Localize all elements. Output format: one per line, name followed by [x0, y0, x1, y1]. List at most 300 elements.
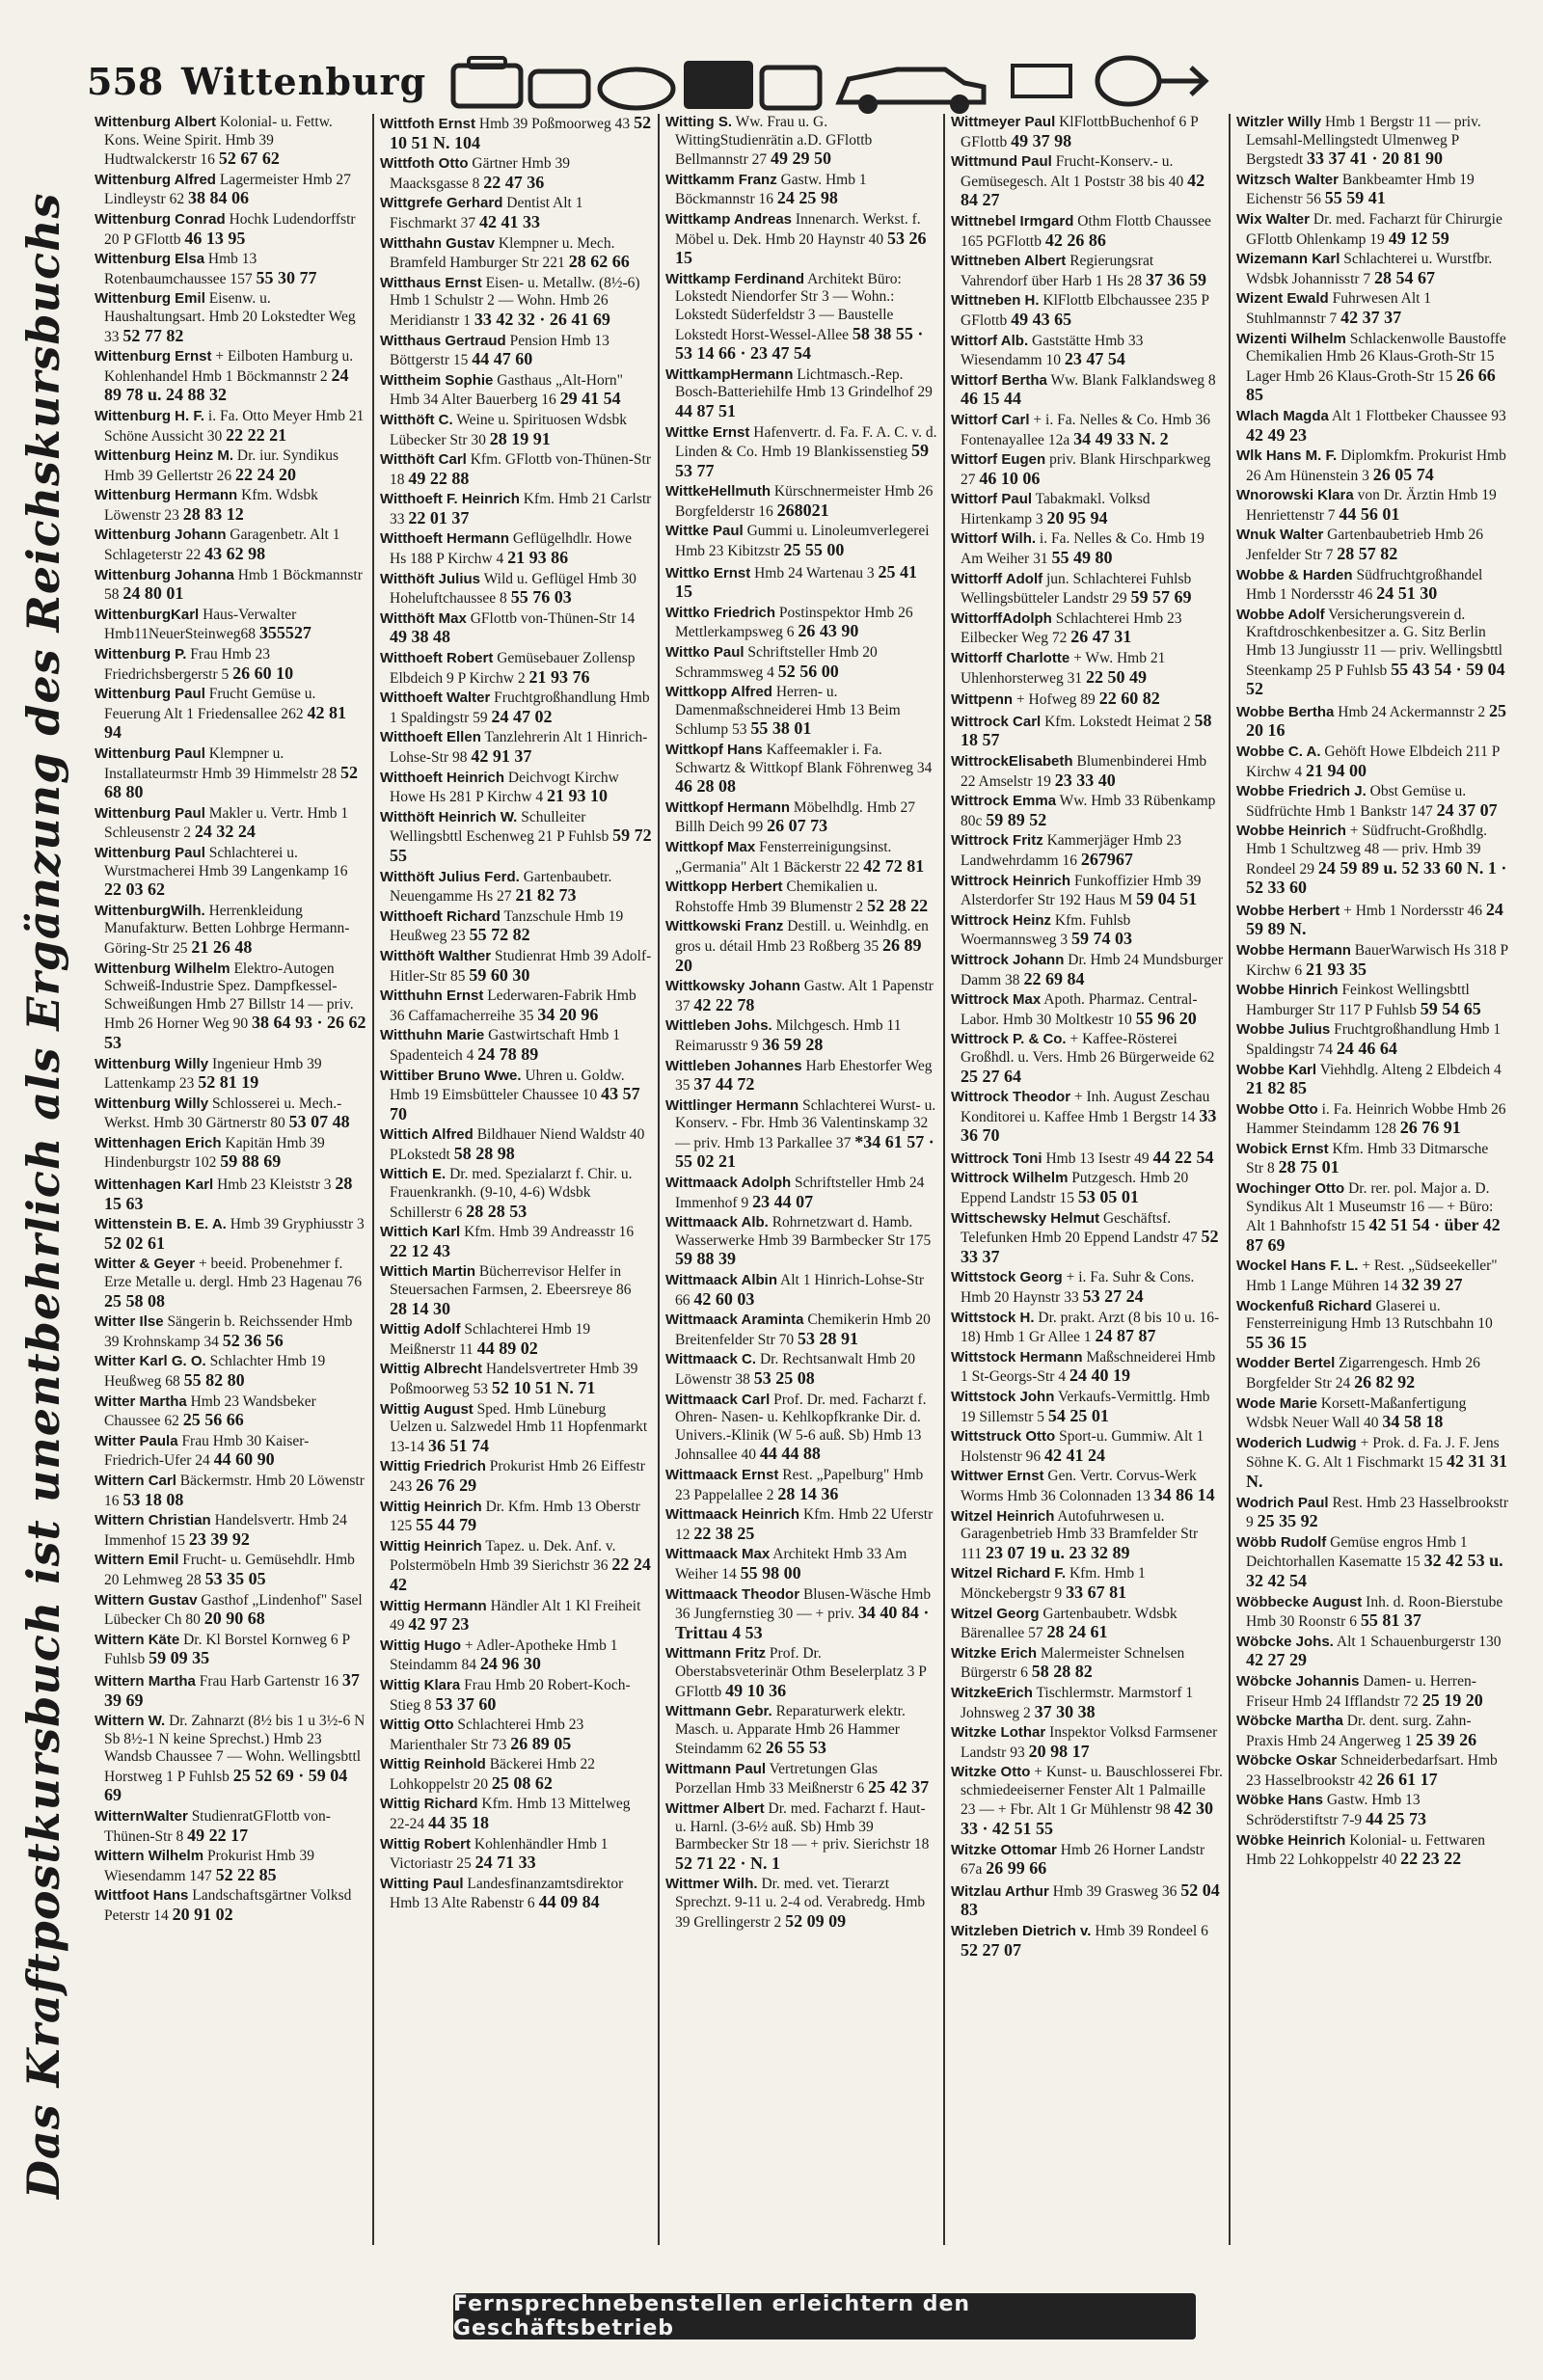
entry-details: Dr. Hmb 24 Mundsburger Damm 38 — [961, 951, 1223, 988]
entry-phone: 26 66 85 — [1246, 365, 1496, 405]
entry-details: Ww. Blank Falklandsweg 8 — [1050, 371, 1216, 389]
entry-phone: 49 22 17 — [187, 1825, 249, 1845]
entry-details: Architekt Hmb 33 Am Weiher 14 — [675, 1546, 907, 1582]
entry-details: Postinspektor Hmb 26 Mettlerkampsweg 6 — [675, 604, 913, 641]
entry-details: Versicherungsverein d. Kraftdroschkenbesitzer a. G. Sitz Berlin Hmb 13 Jungiusstr 11 — priv. Wellingsbttl Steenkamp 25 P Fuhlsb — [1246, 606, 1502, 679]
entry-details: Landschaftsgärtner Volksd Peterstr 14 — [104, 1887, 352, 1925]
directory-entry — [665, 799, 937, 837]
entry-phone: 46 13 95 — [184, 228, 246, 248]
entry-details: Handelsvertreter Hmb 39 Poßmoorweg 53 — [390, 1361, 638, 1397]
directory-entry — [95, 211, 366, 249]
directory-entry — [380, 690, 652, 727]
directory-entry — [665, 684, 937, 740]
entry-phone: 59 57 69 — [1130, 587, 1192, 608]
directory-entry — [1236, 901, 1508, 940]
entry-phone: 267967 — [1080, 849, 1133, 869]
entry-name: Wöbcke Johs. — [1236, 1633, 1334, 1650]
directory-entry — [380, 650, 652, 688]
entry-details: Maßschneiderei Hmb 1 St-Georgs-Str 4 — [961, 1348, 1216, 1386]
directory-entry — [1236, 1298, 1508, 1354]
entry-details: Eisen- u. Metallw. (8½-6) Hmb 1 Schulstr 2 — Wohn. Hmb 26 Meridianstr 1 — [390, 274, 640, 329]
directory-entry — [380, 1224, 652, 1261]
directory-entry — [665, 918, 937, 976]
entry-phone: 52 68 80 — [104, 762, 358, 802]
directory-entry — [380, 1401, 652, 1457]
entry-name: Wittenburg P. — [95, 646, 187, 663]
directory-entry — [1236, 251, 1508, 288]
entry-phone: 42 81 94 — [104, 702, 346, 743]
entry-name: Wittrock Theodor — [951, 1089, 1071, 1106]
entry-phone: 22 24 42 — [390, 1555, 651, 1594]
entry-name: Wittstock H. — [951, 1309, 1035, 1326]
entry-details: Frau Harb Gartenstr 16 — [199, 1672, 338, 1690]
entry-details: Innenarch. Werkst. f. Möbel u. Dek. Hmb 20 Haynstr 40 — [675, 210, 921, 248]
entry-phone: 52 71 22 · N. 1 — [675, 1853, 781, 1873]
entry-name: Wittich Martin — [380, 1263, 476, 1281]
directory-entry — [380, 809, 652, 867]
entry-details: Rohrnetzwart d. Hamb. Wasserwerke Hmb 39 Barmbecker Str 175 — [675, 1214, 932, 1249]
entry-name: Wode Marie — [1236, 1394, 1317, 1412]
entry-name: Wöbb Rudolf — [1236, 1533, 1327, 1551]
page-title: Wittenburg — [181, 60, 427, 103]
entry-name: Witzleben Dietrich v. — [951, 1923, 1092, 1940]
entry-name: Wittstock Hermann — [951, 1348, 1083, 1366]
entry-phone: 28 24 61 — [1046, 1622, 1108, 1642]
entry-name: Wittmaack Albin — [665, 1272, 777, 1289]
entry-details: Korsett-Maßanfertigung Wdsbk Neuer Wall 40 — [1246, 1394, 1467, 1432]
entry-details: + Ww. Hmb 21 Uhlenhorsterweg 31 — [961, 650, 1166, 687]
entry-details: Gasthaus „Alt-Horn" Hmb 34 Alter Bauerberg 16 — [390, 371, 623, 409]
directory-entry — [95, 1095, 366, 1133]
entry-phone: 52 10 51 N. 104 — [390, 114, 652, 152]
entry-phone: 24 37 07 — [1436, 799, 1498, 820]
entry-details: Prof. Dr. med. Facharzt f. Ohren- Nasen- u. Kehlkopfkranke Dir. d. Univers.-Klinik (W 5-6 auß. Sb) Hmb 13 Johnsallee 40 — [675, 1391, 927, 1464]
entry-details: Dr. prakt. Arzt (8 bis 10 u. 16-18) Hmb 1 Gr Allee 1 — [961, 1309, 1220, 1346]
entry-details: Lichtmasch.-Rep. Bosch-Batteriehilfe Hmb 13 Grindelhof 29 — [675, 365, 933, 401]
entry-details: Kohlenhändler Hmb 1 Victoriastr 25 — [390, 1835, 609, 1873]
entry-details: Apoth. Pharmaz. Central-Labor. Hmb 30 Moltkestr 10 — [961, 991, 1198, 1028]
entry-name: Wittig Friedrich — [380, 1458, 486, 1475]
entry-phone: 25 55 00 — [783, 540, 845, 560]
entry-name: Witthöft Heinrich W. — [380, 808, 518, 825]
directory-entry — [380, 1598, 652, 1636]
entry-details: Frucht-Konserv.- u. Gemüsegesch. Alt 1 Poststr 38 bis 40 — [961, 153, 1184, 190]
entry-name: Wittich E. — [380, 1166, 447, 1183]
entry-name: Witthoeft Ellen — [380, 729, 481, 746]
entry-details: Lagermeister Hmb 27 Lindleystr 62 — [104, 171, 351, 208]
entry-details: Weine u. Spirituosen Wdsbk Lübecker Str 30 — [390, 411, 627, 448]
directory-entry — [951, 1764, 1223, 1839]
entry-name: Wittnebel Irmgard — [951, 212, 1074, 230]
directory-entry — [380, 1876, 652, 1913]
entry-name: Wobbe Hinrich — [1236, 982, 1339, 999]
entry-phone: 28 54 67 — [1374, 267, 1436, 287]
entry-details: Gemüse engros Hmb 1 Deichtorhallen Kasematte 15 — [1246, 1533, 1468, 1571]
directory-entry — [380, 1677, 652, 1715]
directory-entry — [951, 253, 1223, 290]
entry-details: Kfm. Wdsbk Löwenstr 23 — [104, 487, 318, 524]
entry-phone: 49 10 36 — [725, 1680, 787, 1700]
entry-name: Wittke Paul — [665, 523, 744, 540]
entry-name: Wittke Ernst — [665, 423, 750, 441]
entry-name: Witthöft Walther — [380, 947, 492, 964]
entry-name: Wittkopf Hans — [665, 742, 763, 758]
entry-phone: 42 31 31 N. — [1246, 1451, 1507, 1491]
entry-details: Hmb 1 Bergstr 11 — priv. Lemsahl-Mellingstedt Ulmenweg P Bergstedt — [1246, 114, 1481, 169]
directory-entry — [95, 1632, 366, 1669]
entry-phone: 42 37 37 — [1340, 307, 1402, 327]
entry-name: Wodrich Paul — [1236, 1494, 1329, 1511]
directory-entry — [665, 978, 937, 1015]
entry-name: Wittig Hugo — [380, 1636, 462, 1654]
directory-entry — [380, 491, 652, 528]
entry-phone: 44 87 51 — [675, 400, 736, 420]
entry-phone: 37 39 69 — [104, 1669, 360, 1710]
entry-details: i. Fa. Heinrich Wobbe Hmb 26 Hammer Steindamm 128 — [1246, 1100, 1506, 1138]
entry-details: + Kunst- u. Bauschlosserei Fbr. schmiedeeiserner Fenster Alt 1 Palmaille 23 — + Fbr. Alt 1 Gr Mühlenstr 98 — [961, 1764, 1223, 1819]
entry-name: Wittorf Alb. — [951, 332, 1029, 349]
entry-details: Blumenbinderei Hmb 22 Amselstr 19 — [961, 753, 1207, 790]
directory-entry — [951, 1508, 1223, 1564]
entry-details: Gartenbaubetrieb Hmb 26 Jenfelder Str 7 — [1246, 527, 1483, 564]
entry-name: WittkampHermann — [665, 365, 794, 383]
entry-name: Wittfoot Hans — [95, 1887, 189, 1905]
entry-name: Wittig Robert — [380, 1835, 472, 1853]
directory-entry — [665, 1506, 937, 1544]
entry-name: Wittpenn — [951, 691, 1014, 709]
entry-name: Wittich Alfred — [380, 1126, 474, 1144]
page-number: 558 — [87, 60, 164, 103]
directory-entry — [1236, 1594, 1508, 1632]
entry-name: Wobick Ernst — [1236, 1140, 1329, 1157]
directory-entry — [665, 366, 937, 422]
directory-entry — [95, 251, 366, 288]
entry-details: Südfruchtgroßhandel Hmb 1 Nordersstr 46 — [1246, 566, 1483, 604]
entry-phone: 26 43 90 — [798, 621, 859, 641]
directory-entry — [1236, 172, 1508, 209]
entry-phone: 21 93 10 — [547, 786, 609, 806]
entry-phone: 32 39 27 — [1401, 1275, 1463, 1295]
directory-entry — [95, 686, 366, 744]
entry-name: Wittrock Emma — [951, 793, 1057, 810]
page-header — [87, 48, 1504, 118]
entry-phone: 59 09 35 — [149, 1648, 210, 1668]
entry-phone: 55 96 20 — [1135, 1008, 1197, 1028]
entry-name: Witthöft Julius Ferd. — [380, 868, 520, 885]
entry-phone: 34 58 18 — [1382, 1412, 1444, 1432]
directory-entry — [665, 114, 937, 170]
directory-entry — [1236, 702, 1508, 742]
entry-phone: 26 76 91 — [1399, 1118, 1461, 1138]
entry-name: Wittrock Wilhelm — [951, 1170, 1069, 1187]
entry-details: Gastw. Alt 1 Papenstr 37 — [675, 978, 934, 1014]
entry-phone: 55 82 80 — [183, 1370, 245, 1390]
entry-name: Witthoeft Hermann — [380, 530, 510, 548]
entry-name: Wittern Carl — [95, 1472, 176, 1489]
entry-details: Hafenvertr. d. Fa. F. A. C. v. d. Linden & Co. Hmb 19 Blankissenstieg — [675, 423, 937, 461]
entry-details: + Hofweg 89 — [1015, 691, 1096, 709]
entry-details: Alt 1 Hinrich-Lohse-Str 66 — [675, 1272, 924, 1309]
entry-details: Kürschnermeister Hmb 26 Borgfelderstr 16 — [675, 483, 934, 520]
entry-phone: 59 88 39 — [675, 1249, 736, 1269]
entry-phone: 44 47 60 — [472, 349, 533, 369]
entry-phone: 52 04 83 — [961, 1880, 1220, 1920]
entry-details: Sped. Hmb Lüneburg Uelzen u. Salzwedel Hmb 11 Hopfenmarkt 13-14 — [390, 1400, 648, 1455]
directory-entry — [665, 1586, 937, 1644]
entry-name: Wittmaack Ernst — [665, 1466, 779, 1483]
entry-phone: 21 93 76 — [528, 666, 590, 687]
entry-name: Wittmaack Adolph — [665, 1175, 792, 1192]
entry-name: Wittkamm Franz — [665, 171, 777, 188]
directory-column-5 — [1229, 114, 1514, 2245]
entry-name: Wittmaack Theodor — [665, 1585, 800, 1603]
entry-details: Viehhdlg. Alteng 2 Elbdeich 4 — [1319, 1061, 1502, 1078]
entry-phone: 42 41 33 — [479, 211, 540, 231]
entry-phone: 22 47 36 — [483, 172, 545, 192]
entry-phone: 25 19 20 — [1421, 1690, 1483, 1710]
directory-entry — [380, 770, 652, 807]
entry-name: Wittmann Fritz — [665, 1645, 767, 1663]
entry-name: Wittneben Albert — [951, 253, 1067, 270]
entry-name: Wöbke Heinrich — [1236, 1831, 1346, 1849]
directory-entry — [380, 1458, 652, 1496]
directory-entry — [665, 605, 937, 642]
directory-entry — [380, 155, 652, 193]
entry-name: Witthaus Ernst — [380, 274, 482, 291]
entry-details: Schlackenwolle Baustoffe Chemikalien Hmb 26 Klaus-Groth-Str 15 Lager Hmb 26 Klaus-Groth-Str 15 — [1246, 330, 1506, 385]
entry-phone: 53 27 24 — [1082, 1286, 1144, 1307]
directory-entry — [665, 1272, 937, 1310]
entry-details: Milchgesch. Hmb 11 Reimarusstr 9 — [675, 1017, 902, 1054]
entry-name: Wizenti Wilhelm — [1236, 330, 1346, 347]
entry-details: Dr. med. vet. Tierarzt Sprechzt. 9-11 u. 2-4 od. Verabredg. Hmb 39 Grellingerstr 2 — [675, 1876, 926, 1931]
entry-details: Glaserei u. Fensterreinigung Hmb 13 Rutschbahn 10 — [1246, 1297, 1493, 1333]
directory-entry — [380, 372, 652, 410]
entry-phone: 25 27 64 — [961, 1066, 1021, 1086]
entry-phone: 42 27 29 — [1246, 1650, 1307, 1670]
entry-details: Fruchtgroßhandlung Hmb 1 Spaldingstr 59 — [390, 690, 650, 726]
entry-details: Schlachterei Wurst- u. Konserv. - Fbr. Hmb 36 Valentinskamp 32 — priv. Hmb 13 Parkallee 37 — [675, 1096, 936, 1151]
entry-phone: 20 98 17 — [1028, 1741, 1090, 1761]
directory-entry — [951, 1170, 1223, 1207]
entry-details: Frau Hmb 23 Friedrichsbergerstr 5 — [104, 646, 270, 683]
entry-phone: 53 05 01 — [1077, 1187, 1139, 1207]
entry-details: Kammerjäger Hmb 23 Landwehrdamm 16 — [961, 832, 1182, 869]
entry-phone: 42 30 33 · 42 51 55 — [961, 1799, 1213, 1839]
directory-entry — [665, 1467, 937, 1504]
entry-name: Wittrock Max — [951, 991, 1042, 1009]
directory-entry — [951, 153, 1223, 211]
entry-details: Chemikerin Hmb 20 Breitenfelder Str 70 — [675, 1312, 931, 1348]
entry-details: Hmb 39 Rondeel 6 — [1095, 1923, 1208, 1940]
entry-name: Witter Ilse — [95, 1313, 164, 1331]
entry-name: Witthoeft Robert — [380, 650, 494, 667]
directory-entry — [380, 908, 652, 946]
entry-details: Architekt Büro: Lokstedt Niendorfer Str 3 — Wohn.: Lokstedt Süderfeldstr 3 — Baustelle Lokstedt Horst-Wessel-Allee — [675, 270, 902, 343]
entry-name: Wittstruck Otto — [951, 1428, 1056, 1446]
entry-details: Hochk Ludendorffstr 20 P GFlottb — [104, 210, 356, 248]
directory-entry — [951, 372, 1223, 410]
entry-phone: 55 76 03 — [510, 587, 572, 608]
entry-name: Wobbe Karl — [1236, 1061, 1317, 1078]
entry-details: Dr. dent. surg. Zahn-Praxis Hmb 24 Angerweg 1 — [1246, 1713, 1472, 1749]
directory-entry — [380, 1499, 652, 1536]
directory-entry — [95, 1713, 366, 1806]
entry-phone: 42 41 24 — [1043, 1445, 1105, 1465]
entry-phone: 53 18 08 — [122, 1489, 184, 1509]
directory-entry — [1236, 783, 1508, 821]
entry-phone: 28 28 53 — [466, 1201, 528, 1221]
directory-entry — [951, 1565, 1223, 1603]
directory-entry — [1236, 408, 1508, 446]
entry-details: Hmb 23 Kleiststr 3 — [217, 1176, 332, 1194]
directory-entry — [665, 644, 937, 682]
entry-details: Kolonial- u. Fettwaren Hmb 22 Lohkoppelstr 40 — [1246, 1831, 1485, 1869]
entry-name: Wittenhagen Karl — [95, 1176, 214, 1194]
entry-details: Dr. Rechtsanwalt Hmb 20 Löwenstr 38 — [675, 1351, 915, 1388]
entry-phone: 53 25 08 — [753, 1368, 815, 1388]
entry-name: Wittrock Heinz — [951, 911, 1052, 929]
entry-name: Wittkopp Herbert — [665, 879, 783, 896]
entry-phone: 42 60 03 — [693, 1288, 755, 1309]
directory-entry — [951, 610, 1223, 648]
entry-phone: 42 72 81 — [863, 855, 925, 876]
entry-name: WittenburgWilh. — [95, 902, 205, 919]
entry-phone: 24 80 01 — [122, 583, 184, 604]
directory-entry — [951, 753, 1223, 791]
directory-entry — [380, 1361, 652, 1398]
entry-details: Schlachterei Hmb 23 Eilbecker Weg 72 — [961, 609, 1182, 647]
entry-name: Wittern Käte — [95, 1631, 180, 1648]
entry-name: Wittorff Adolf — [951, 570, 1043, 587]
entry-name: Wittenburg Johanna — [95, 566, 234, 583]
directory-entry — [380, 451, 652, 489]
entry-phone: 34 40 84 · Trittau 4 53 — [675, 1603, 930, 1642]
entry-phone: 52 27 07 — [961, 1939, 1021, 1960]
entry-name: Wittkopf Hermann — [665, 798, 791, 816]
entry-phone: 26 05 74 — [1372, 464, 1434, 484]
directory-entry — [380, 1717, 652, 1754]
entry-details: Gasthof „Lindenhof" Sasel Lübecker Ch 80 — [104, 1591, 363, 1629]
entry-phone: 42 51 54 · über 42 87 69 — [1246, 1215, 1501, 1255]
entry-details: + Rest. „Südseekeller" Hmb 1 Lange Mühren 14 — [1246, 1258, 1498, 1295]
entry-name: Wobbe Friedrich J. — [1236, 783, 1367, 800]
entry-name: Wlk Hans M. F. — [1236, 447, 1338, 465]
entry-name: Wittenburg Paul — [95, 844, 205, 861]
directory-entry — [95, 1313, 366, 1351]
entry-phone: 26 89 20 — [675, 934, 922, 975]
directory-entry — [951, 1606, 1223, 1643]
entry-details: jun. Schlachterei Fuhlsb Wellingsbütteler Landstr 29 — [961, 570, 1192, 608]
entry-phone: 25 35 92 — [1257, 1511, 1318, 1531]
entry-phone: 25 39 26 — [1416, 1729, 1477, 1749]
entry-phone: 25 20 16 — [1246, 700, 1506, 741]
entry-details: Gartenbaubetr. Wdsbk Bärenallee 57 — [961, 1605, 1178, 1642]
entry-name: Wittenstein B. E. A. — [95, 1216, 227, 1233]
directory-entry — [951, 1724, 1223, 1762]
entry-phone: 52 22 85 — [215, 1864, 277, 1884]
entry-phone: 58 28 98 — [453, 1143, 515, 1163]
entry-name: Wittenburg Willy — [95, 1095, 209, 1112]
entry-phone: 26 47 31 — [1070, 627, 1132, 647]
entry-phone: 44 09 84 — [538, 1892, 600, 1912]
entry-phone: *34 61 57 · 55 02 21 — [675, 1131, 934, 1172]
entry-details: Schlosserei u. Mech.-Werkst. Hmb 30 Gärtnerstr 80 — [104, 1095, 342, 1132]
entry-name: Wittko Ernst — [665, 564, 751, 581]
entry-name: WittrockElisabeth — [951, 753, 1073, 770]
entry-details: priv. Blank Hirschparkweg 27 — [961, 451, 1211, 488]
directory-entry — [1236, 1534, 1508, 1592]
entry-phone: 25 58 08 — [104, 1290, 165, 1311]
entry-name: Wittorf Paul — [951, 491, 1033, 508]
entry-details: Tabakmakl. Volksd Hirtenkamp 3 — [961, 491, 1150, 527]
entry-name: Wobbe C. A. — [1236, 744, 1321, 760]
entry-details: Kfm. Hmb 21 Carlstr 33 — [390, 491, 652, 527]
entry-details: Obst Gemüse u. Südfrüchte Hmb 1 Bankstr 147 — [1246, 783, 1467, 820]
directory-entry — [380, 948, 652, 986]
directory-entry — [380, 412, 652, 449]
entry-name: Wittenburg Willy — [95, 1055, 209, 1072]
directory-entry — [951, 1349, 1223, 1387]
directory-entry — [665, 1800, 937, 1874]
entry-phone: 26 55 53 — [765, 1738, 826, 1758]
entry-phone: 28 75 01 — [1278, 1157, 1340, 1177]
directory-entry — [380, 1166, 652, 1222]
entry-phone: 44 60 90 — [213, 1449, 275, 1470]
entry-phone: 52 77 82 — [122, 325, 184, 345]
entry-name: Wittko Paul — [665, 644, 744, 662]
directory-entry — [951, 873, 1223, 910]
directory-entry — [951, 213, 1223, 251]
entry-details: Frau Hmb 20 Robert-Koch-Stieg 8 — [390, 1676, 631, 1714]
entry-details: Prokurist Hmb 26 Eiffestr 243 — [390, 1458, 645, 1495]
entry-details: + Südfrucht-Großhdlg. Hmb 1 Schultzweg 48 — priv. Hmb 39 Rondeel 29 — [1246, 823, 1487, 878]
directory-entry — [380, 1263, 652, 1319]
entry-details: Dr. med. Facharzt f. Haut- u. Harnl. (3-6½ auß. Sb) Hmb 39 Barmbecker Str 18 — + priv. Sierichstr 18 — [675, 1800, 930, 1853]
directory-entry — [95, 1512, 366, 1550]
entry-details: Kfm. Hmb 39 Andreasstr 16 — [464, 1224, 635, 1241]
entry-name: Wittig Adolf — [380, 1321, 461, 1339]
directory-entry — [951, 1842, 1223, 1880]
entry-details: Makler u. Vertr. Hmb 1 Schleusenstr 2 — [104, 804, 349, 842]
entry-phone: 21 26 48 — [191, 936, 253, 957]
entry-details: Kfm. Hmb 1 Mönckebergstr 9 — [961, 1565, 1146, 1602]
entry-name: Wittenburg Alfred — [95, 171, 216, 188]
entry-phone: 59 89 52 — [986, 809, 1047, 829]
entry-phone: 24 87 87 — [1095, 1326, 1156, 1346]
entry-name: Wittmaack Max — [665, 1546, 771, 1563]
entry-phone: 25 08 62 — [491, 1772, 553, 1793]
entry-details: Schlachter Hmb 19 Heußweg 68 — [104, 1353, 326, 1390]
entry-name: Wittkamp Ferdinand — [665, 270, 805, 287]
entry-phone: 55 38 01 — [750, 718, 812, 739]
directory-entry — [1236, 567, 1508, 605]
entry-details: Rest. „Papelburg" Hmb 23 Pappelallee 2 — [675, 1466, 924, 1503]
entry-details: Kfm. Lokstedt Heimat 2 — [1044, 713, 1191, 730]
directory-entry — [380, 1321, 652, 1359]
entry-details: Regierungsrat Vahrendorf über Harb 1 Hs 28 — [961, 253, 1154, 289]
directory-entry — [1236, 331, 1508, 406]
entry-phone: 22 60 82 — [1098, 689, 1160, 709]
entry-phone: 33 67 81 — [1066, 1582, 1127, 1602]
entry-details: BauerWarwisch Hs 318 P Kirchw 6 — [1246, 941, 1508, 979]
entry-phone: 53 37 60 — [435, 1693, 497, 1714]
entry-details: Sängerin b. Reichssender Hmb 39 Krohnskamp 34 — [104, 1313, 353, 1350]
entry-name: Wittmeyer Paul — [951, 114, 1056, 130]
entry-phone: 25 42 37 — [868, 1777, 930, 1798]
directory-entry — [95, 1887, 366, 1925]
entry-name: Wittenburg Ernst — [95, 348, 212, 365]
